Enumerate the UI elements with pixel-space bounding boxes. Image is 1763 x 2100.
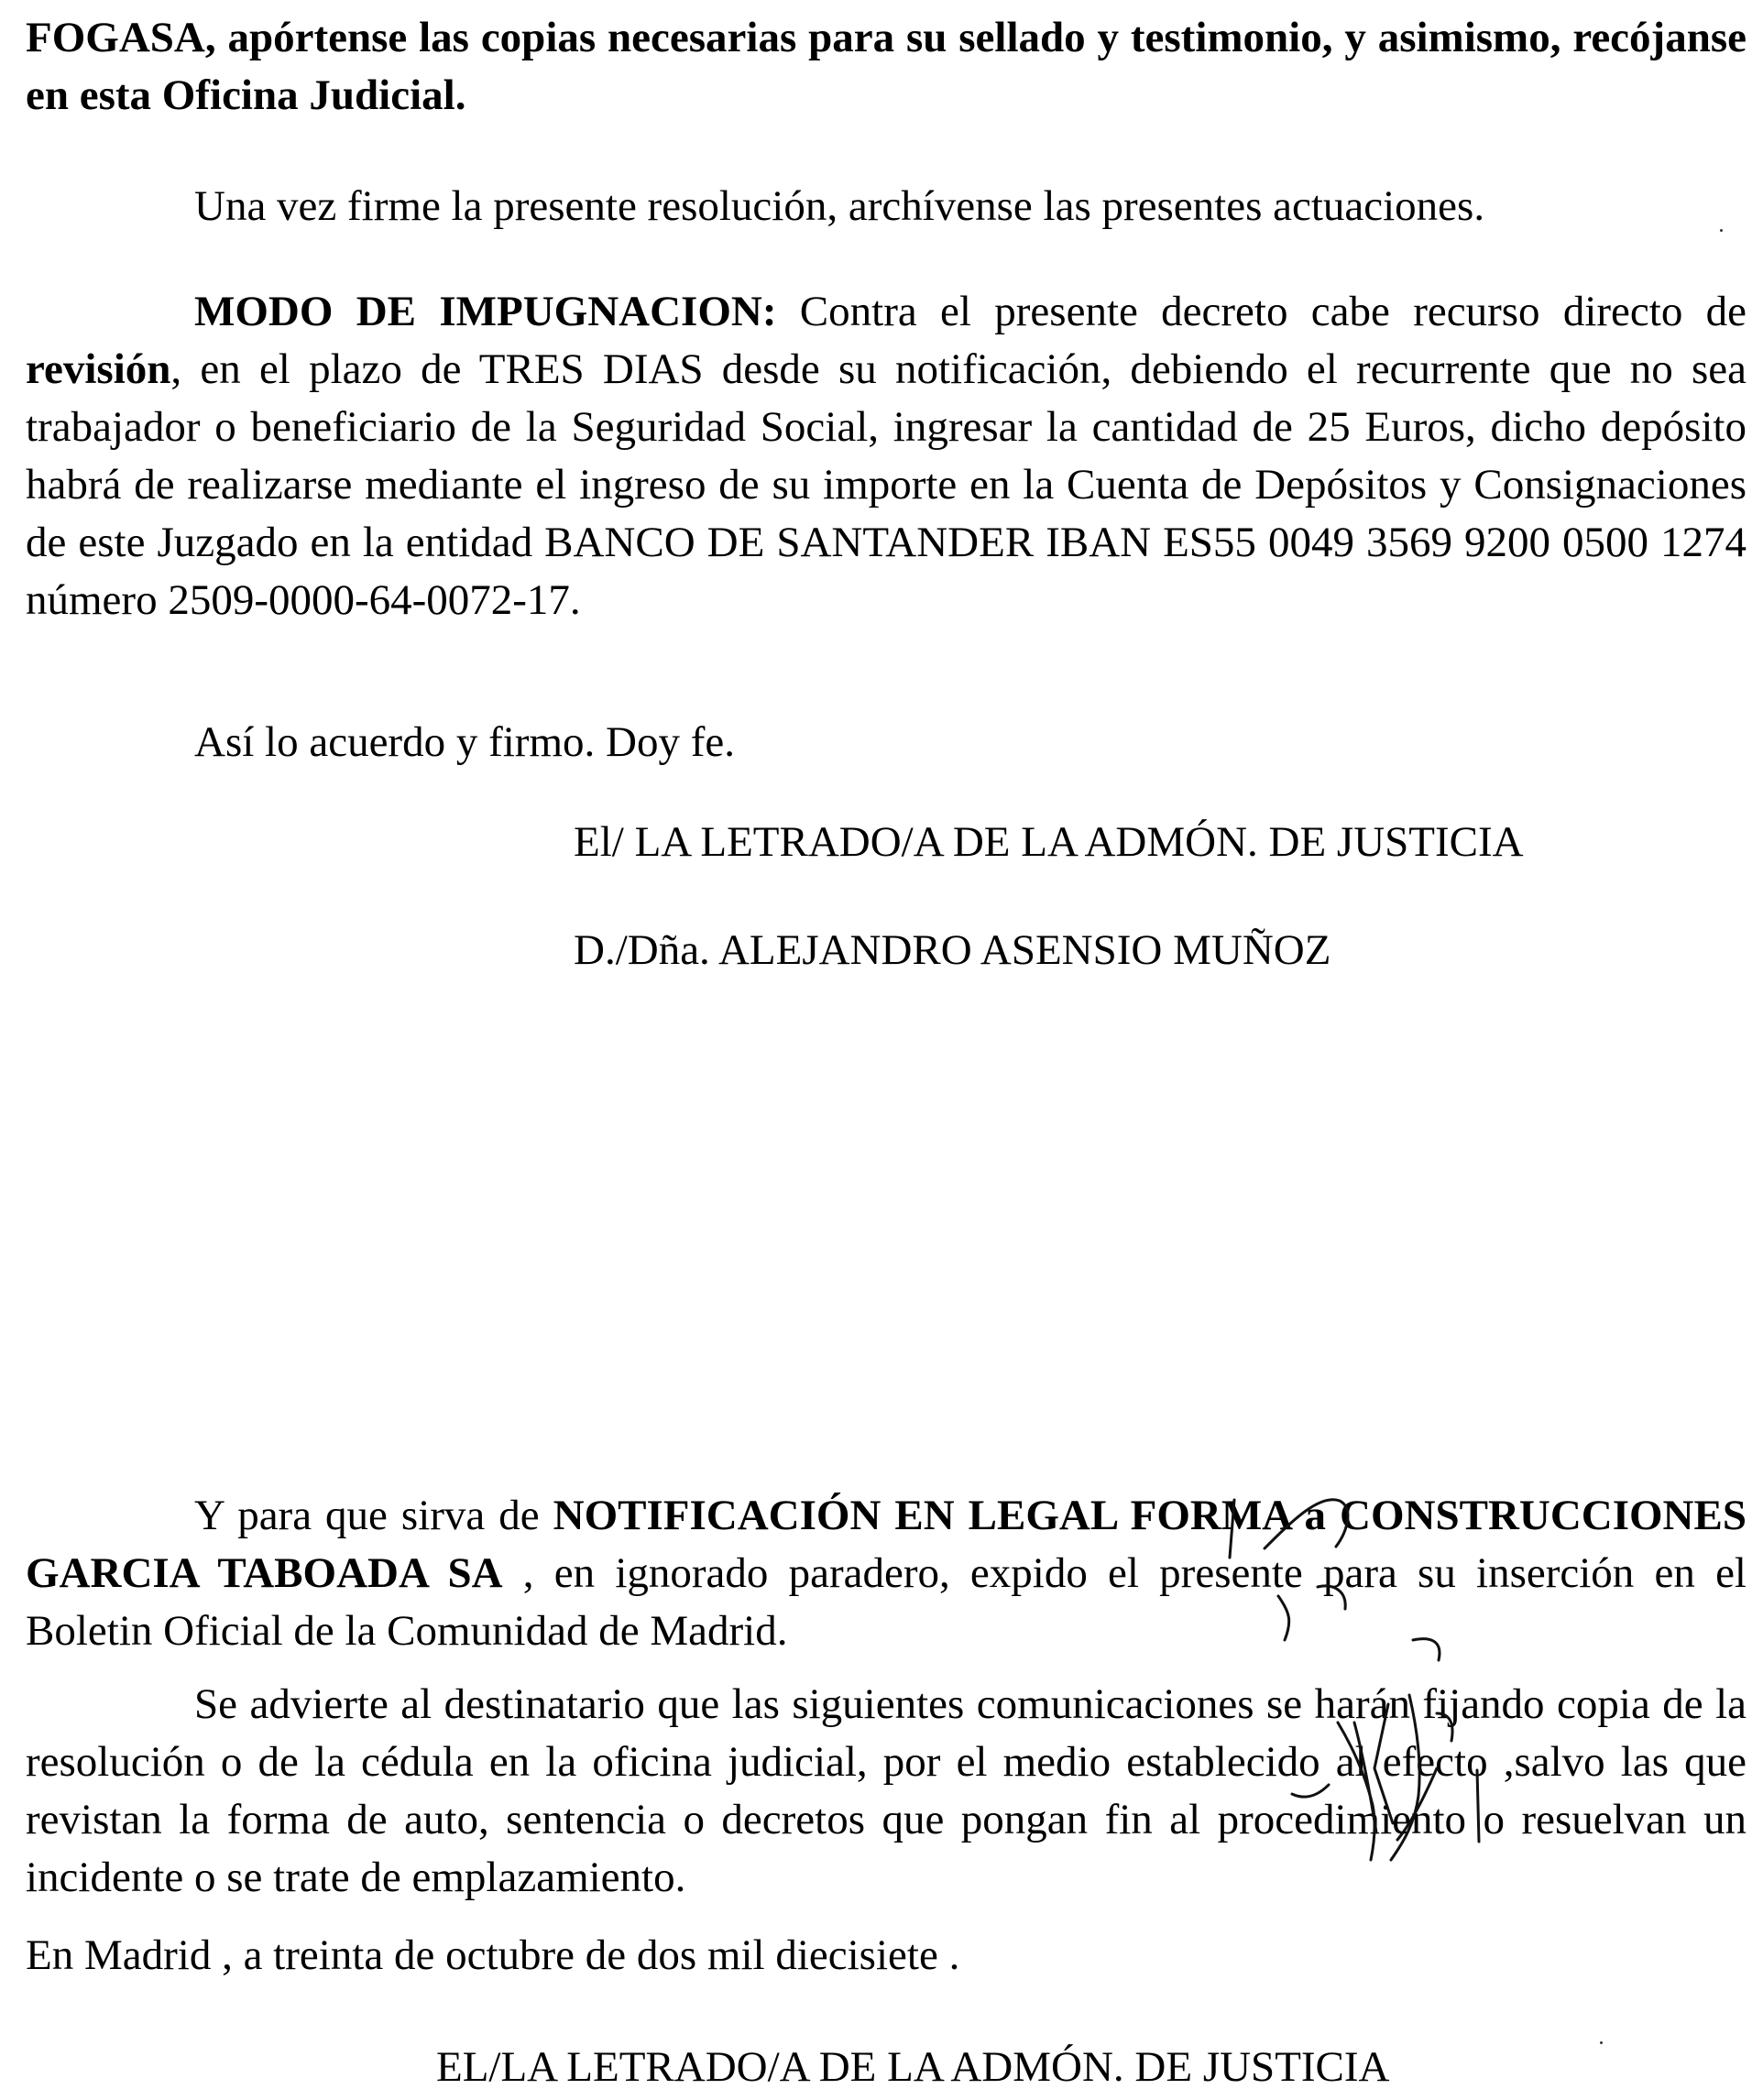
notificacion-text-2: , en ignorado paradero, expido el presente para su inserción en el Boletin Oficial de la Comunidad de Madrid. (26, 1549, 1747, 1655)
impugnacion-text-2: , en el plazo de TRES DIAS desde su notificación, debiendo el recurrente que no sea trabajador o beneficiario de la Seguridad Social, ingresar la cantidad de 25 Euros, dicho depósito habrá de realizarse mediante el ingreso de su importe en la Cuenta de Depósitos y Consignaciones de este Juzgado en la entidad BANCO DE SANTANDER IBAN ES55 0049 3569 9200 0500 1274 número 2509-0000-64-0072-17. (26, 345, 1747, 624)
fogasa-bold-text: FOGASA, apórtense las copias necesarias para su sellado y testimonio, y asimismo, recójanse en esta Oficina Judicial. (26, 14, 1747, 119)
notificacion-text-1: Y para que sirva de (194, 1492, 553, 1539)
scan-speck (1720, 229, 1723, 232)
footer-signature-title: EL/LA LETRADO/A DE LA ADMÓN. DE JUSTICIA (436, 2043, 1390, 2091)
firme-paragraph: Una vez firme la presente resolución, archívense las presentes actuaciones. (194, 182, 1485, 230)
signature-title: El/ LA LETRADO/A DE LA ADMÓN. DE JUSTICIA (574, 818, 1524, 866)
notificacion-bold: NOTIFICACIÓN EN LEGAL FORMA a CONSTRUCCIONES GARCIA TABOADA SA (26, 1492, 1747, 1597)
revision-bold: revisión (26, 345, 171, 393)
impugnacion-text-1: Contra el presente decreto cabe recurso directo de (776, 288, 1747, 335)
notificacion-paragraph (26, 1487, 1747, 1660)
impugnacion-heading: MODO DE IMPUGNACION: (194, 288, 777, 335)
scan-speck (1600, 2041, 1603, 2044)
fogasa-paragraph (26, 9, 1747, 125)
acuerdo-paragraph: Así lo acuerdo y firmo. Doy fe. (194, 718, 735, 766)
date-paragraph: En Madrid , a treinta de octubre de dos mil diecisiete . (26, 1931, 960, 1979)
impugnacion-paragraph (26, 283, 1747, 629)
advierte-paragraph: Se advierte al destinatario que las siguientes comunicaciones se harán fijando copia de la resolución o de la cédula en la oficina judicial, por el medio establecido al efecto ,salvo las que revistan la forma de auto, sentencia o decretos que pongan fin al procedimiento o resuelvan un incidente o se trate de emplazamiento. (26, 1680, 1747, 1901)
signature-name: D./Dña. ALEJANDRO ASENSIO MUÑOZ (574, 926, 1331, 974)
